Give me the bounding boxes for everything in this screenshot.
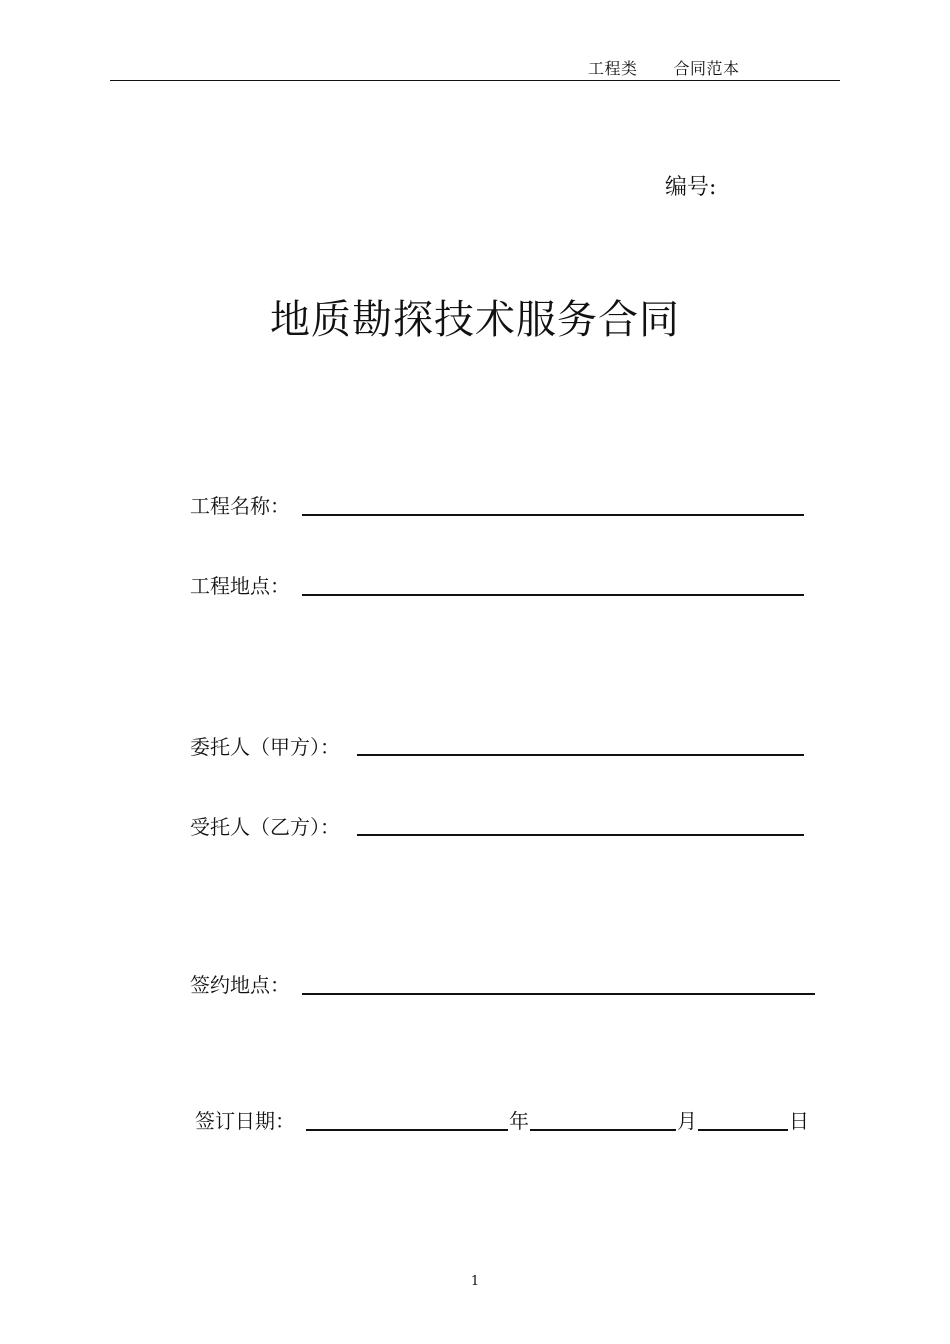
- signing-place-blank[interactable]: [302, 993, 815, 995]
- client-blank[interactable]: [357, 754, 804, 756]
- signing-place-label: 签约地点：: [190, 973, 290, 997]
- contractor-label: 受托人（乙方）：: [190, 815, 340, 839]
- signing-day-blank[interactable]: [698, 1129, 788, 1131]
- project-location-label: 工程地点：: [190, 574, 290, 598]
- day-unit: 日: [789, 1109, 809, 1133]
- year-unit: 年: [509, 1109, 529, 1133]
- signing-year-blank[interactable]: [306, 1129, 508, 1131]
- contractor-blank[interactable]: [357, 834, 804, 836]
- client-label: 委托人（甲方）：: [190, 735, 340, 759]
- month-unit: 月: [677, 1109, 697, 1133]
- signing-month-blank[interactable]: [530, 1129, 676, 1131]
- signing-date-label: 签订日期：: [195, 1109, 295, 1133]
- project-location-blank[interactable]: [302, 594, 804, 596]
- project-name-label: 工程名称：: [190, 494, 290, 518]
- header-rule: [110, 80, 840, 81]
- page-header: [588, 56, 740, 79]
- project-name-blank[interactable]: [302, 514, 804, 516]
- header-category: 工程类: [588, 59, 638, 78]
- page-number: 1: [470, 1274, 480, 1289]
- document-title: 地质勘探技术服务合同: [270, 297, 680, 343]
- header-doc-type: 合同范本: [673, 59, 740, 78]
- contract-number-label: 编号:: [665, 175, 717, 200]
